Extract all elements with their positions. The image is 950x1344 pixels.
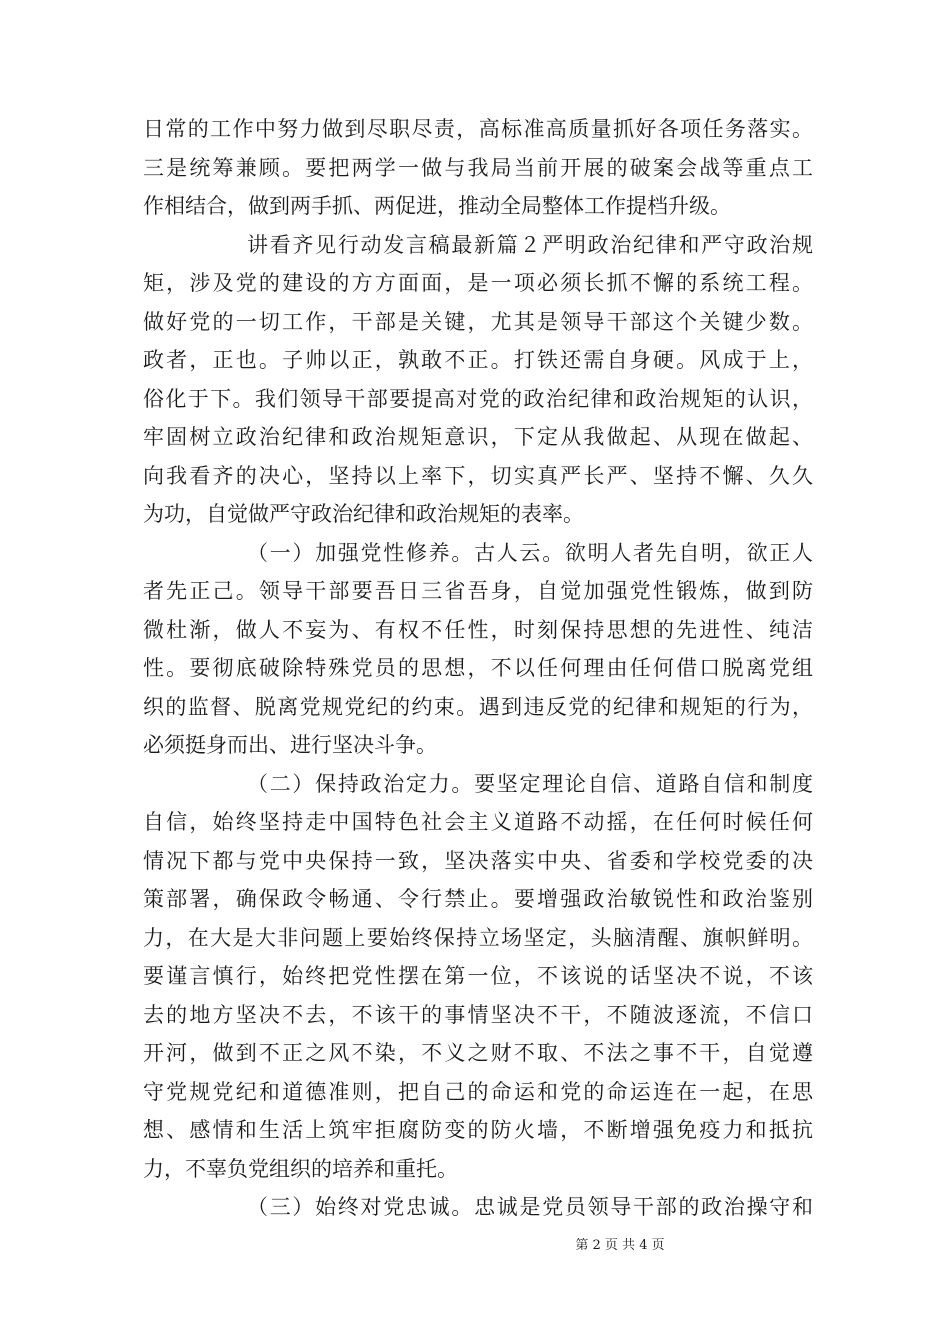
text-line: 做好党的一切工作，干部是关键，尤其是领导干部这个关键少数。: [143, 309, 813, 334]
text-line: 自信，始终坚持走中国特色社会主义道路不动摇，在任何时候任何: [143, 810, 813, 834]
text-line: 策部署，确保政令畅通、令行禁止。要增强政治敏锐性和政治鉴别: [143, 887, 813, 911]
text-line: （一）加强党性修养。古人云。欲明人者先自明，欲正人: [247, 540, 813, 565]
body-text: [143, 110, 813, 1227]
text-line: 开河，做到不正之风不染，不义之财不取、不法之事不干，自觉遵: [143, 1041, 813, 1065]
text-line: 为功，自觉做严守政治纪律和政治规矩的表率。: [143, 502, 584, 526]
text-line: 讲看齐见行动发言稿最新篇２严明政治纪律和严守政治规: [247, 232, 813, 257]
text-line: 政者，正也。子帅以正，孰敢不正。打铁还需自身硬。风成于上，: [143, 348, 813, 372]
text-line: 力，在大是大非问题上要始终保持立场坚定，头脑清醒、旗帜鲜明。: [143, 925, 813, 950]
text-line: 必须挺身而出、进行坚决斗争。: [143, 733, 437, 757]
text-line: 守党规党纪和道德准则，把自己的命运和党的命运连在一起，在思: [143, 1079, 813, 1104]
text-line: 要谨言慎行，始终把党性摆在第一位，不该说的话坚决不说，不该: [143, 964, 813, 988]
text-line: （二）保持政治定力。要坚定理论自信、道路自信和制度: [247, 771, 813, 796]
text-line: 去的地方坚决不去，不该干的事情坚决不干，不随波逐流，不信口: [143, 1002, 813, 1027]
text-line: （三）始终对党忠诚。忠诚是党员领导干部的政治操守和: [247, 1195, 813, 1219]
text-line: 牢固树立政治纪律和政治规矩意识，下定从我做起、从现在做起、: [143, 425, 813, 449]
text-line: 微杜渐，做人不妄为、有权不任性，时刻保持思想的先进性、纯洁: [143, 617, 813, 642]
text-line: 情况下都与党中央保持一致，坚决落实中央、省委和学校党委的决: [143, 848, 813, 873]
text-line: 想、感情和生活上筑牢拒腐防变的防火墙，不断增强免疫力和抵抗: [143, 1118, 813, 1142]
text-line: 俗化于下。我们领导干部要提高对党的政治纪律和政治规矩的认识，: [143, 386, 813, 411]
text-line: 性。要彻底破除特殊党员的思想，不以任何理由任何借口脱离党组: [143, 656, 813, 680]
text-line: 者先正己。领导干部要吾日三省吾身，自觉加强党性锻炼，做到防: [143, 579, 813, 603]
text-line: 织的监督、脱离党规党纪的约束。遇到违反党的纪律和规矩的行为，: [143, 694, 813, 719]
text-line: 作相结合，做到两手抓、两促进，推动全局整体工作提档升级。: [143, 194, 731, 218]
page-footer: 第 2 页 共 4 页: [575, 1238, 665, 1253]
text-line: 日常的工作中努力做到尽职尽责，高标准高质量抓好各项任务落实。: [143, 117, 813, 141]
text-line: 三是统筹兼顾。要把两学一做与我局当前开展的破案会战等重点工: [143, 155, 813, 180]
text-line: 矩，涉及党的建设的方方面面，是一项必须长抓不懈的系统工程。: [143, 271, 813, 295]
text-line: 力，不辜负党组织的培养和重托。: [143, 1156, 458, 1181]
text-line: 向我看齐的决心，坚持以上率下，切实真严长严、坚持不懈、久久: [143, 463, 813, 488]
